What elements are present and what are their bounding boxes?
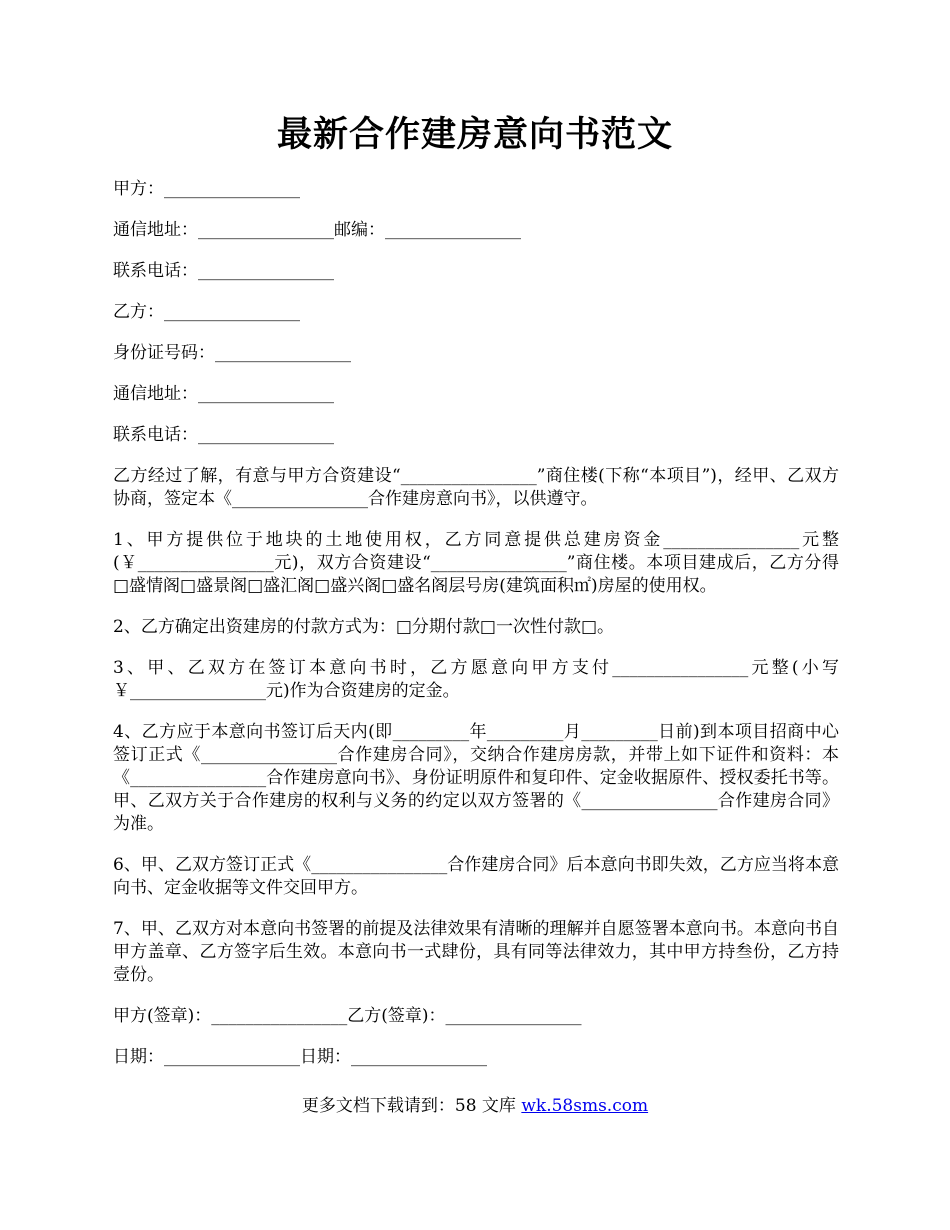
intro-paragraph: 乙方经过了解，有意与甲方合资建设“________________”商住楼(下称“本项目”)，经甲、乙双方协商，签定本《________________合作建房意向书》，以供遵守。 (113, 466, 839, 509)
party-b-phone-line: 联系电话：________________ (113, 425, 334, 445)
footer-text: 更多文档下载请到：58 文库 (301, 1096, 522, 1116)
party-a-line: 甲方：________________ (113, 179, 300, 199)
party-b-line: 乙方：________________ (113, 302, 300, 322)
party-a-address-line: 通信地址：________________邮编：________________ (113, 220, 521, 240)
footer (0, 1094, 950, 1118)
document-body (113, 178, 839, 1087)
signature-line: 甲方(签章)：________________乙方(签章)：________________ (113, 1006, 582, 1026)
party-b-address-line: 通信地址：________________ (113, 384, 334, 404)
clause-7: 7、甲、乙双方对本意向书签署的前提及法律效果有清晰的理解并自愿签署本意向书。本意向书自甲方盖章、乙方签字后生效。本意向书一式肆份，具有同等法律效力，其中甲方持叁份，乙方持壹份。 (113, 919, 839, 985)
clause-3: 3、甲、乙双方在签订本意向书时，乙方愿意向甲方支付________________元整(小写￥________________元)作为合资建房的定金。 (113, 658, 839, 701)
clause-1: 1、甲方提供位于地块的土地使用权，乙方同意提供总建房资金________________元整(￥________________元)，双方合资建设“________________”商住楼。本项目建成后，乙方分得□盛情阁□盛景阁□盛汇阁□盛兴阁□盛名阁层号房(建筑面积㎡)房屋的使用权。 (113, 530, 839, 596)
date-line: 日期：________________日期：________________ (113, 1047, 487, 1067)
clause-2: 2、乙方确定出资建房的付款方式为：□分期付款□一次性付款□。 (113, 617, 615, 637)
footer-link[interactable]: wk.58sms.com (521, 1096, 649, 1116)
clause-6: 6、甲、乙双方签订正式《________________合作建房合同》后本意向书即失效，乙方应当将本意向书、定金收据等文件交回甲方。 (113, 855, 839, 898)
document-title: 最新合作建房意向书范文 (276, 114, 673, 155)
party-a-phone-line: 联系电话：________________ (113, 261, 334, 281)
clause-4: 4、乙方应于本意向书签订后天内(即_________年_________月_________日前)到本项目招商中心签订正式《________________合作建房合同》，交纳合作建房房款，并带上如下证件和资料：本《________________合作建房意向书》、身份证明原件和复印件、定金收据原件、授权委托书等。甲、乙双方关于合作建房的权利与义务的约定以双方签署的《________________合作建房合同》为准。 (113, 722, 839, 834)
party-b-id-line: 身份证号码：________________ (113, 343, 351, 363)
